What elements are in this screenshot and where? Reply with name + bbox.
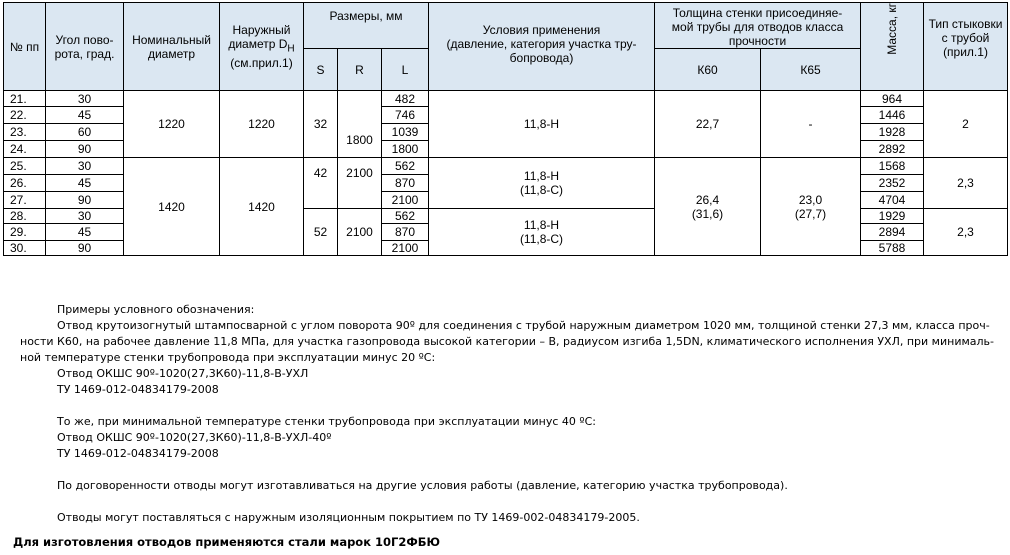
conditions: 11,8-Н (11,8-С) (429, 209, 655, 256)
row-angle: 30 (46, 158, 124, 175)
row-angle: 90 (46, 141, 124, 158)
header-k65: К65 (761, 49, 861, 91)
example-1-designation: Отвод ОКШС 90º-1020(27,3К60)-11,8-В-УХЛ (57, 367, 309, 380)
notes-title: Примеры условного обозначения: (57, 303, 255, 316)
header-mass: Масса, кг (861, 3, 924, 91)
row-num: 22. (4, 107, 46, 124)
example-1-line-3: ной температуре стенки трубопровода при эксплуатации минус 20 ºС: (20, 351, 436, 364)
example-1-line-1: Отвод крутоизогнутый штампосварной с углом поворота 90º для соединения с трубой наружным диаметром 1020 мм, толщиной стенки 27,3 мм, класса проч- (57, 319, 990, 332)
row-l: 746 (382, 107, 429, 124)
example-1-line-2: ности К60, на рабочее давление 11,8 МПа, для участка газопровода высокой категории – В, радиусом изгиба 1,5DN, климатического исполнения УХЛ, при минималь- (20, 335, 994, 348)
row-num: 24. (4, 141, 46, 158)
example-2-spec: ТУ 1469-012-04834179-2008 (57, 447, 219, 460)
row-num: 21. (4, 91, 46, 107)
size-r: 2100 (338, 209, 382, 256)
size-r: 2100 (338, 158, 382, 209)
size-s: 42 (304, 158, 338, 209)
row-l: 562 (382, 209, 429, 224)
header-angle: Угол пово- рота, град. (46, 3, 124, 91)
row-num: 23. (4, 124, 46, 141)
row-mass: 2352 (861, 175, 924, 192)
row-l: 870 (382, 175, 429, 192)
header-l: L (382, 49, 429, 91)
table-header (4, 3, 1008, 91)
row-l: 562 (382, 158, 429, 175)
header-s: S (304, 49, 338, 91)
nominal-diameter: 1420 (124, 158, 220, 256)
row-num: 28. (4, 209, 46, 224)
steel-grades-footer: Для изготовления отводов применяются стали марок 10Г2ФБЮ (13, 535, 441, 549)
conditions: 11,8-Н (429, 91, 655, 158)
row-angle: 45 (46, 175, 124, 192)
row-mass: 964 (861, 91, 924, 107)
nominal-diameter: 1220 (124, 91, 220, 158)
joint-type: 2,3 (924, 209, 1008, 256)
size-s: 32 (304, 91, 338, 158)
header-k60: К60 (655, 49, 761, 91)
note-conditions: По договоренности отводы могут изготавливаться на другие условия работы (давление, категорию участка трубопровода). (57, 479, 788, 492)
conditions: 11,8-Н (11,8-С) (429, 158, 655, 209)
header-joint: Тип стыковки с трубой (прил.1) (924, 3, 1008, 91)
table-body (4, 91, 1008, 256)
header-outer: Наружный диаметр $D_Н$ (см.прил.1) (220, 3, 304, 91)
joint-type: 2,3 (924, 158, 1008, 209)
thickness-k60: 26,4 (31,6) (655, 158, 761, 256)
outer-diameter: 1420 (220, 158, 304, 256)
table-row (4, 158, 1008, 175)
example-1-spec: ТУ 1469-012-04834179-2008 (57, 383, 219, 396)
joint-type: 2 (924, 91, 1008, 158)
header-thickness: Толщина стенки присоединяе- мой трубы для отводов класса прочности (655, 3, 861, 49)
specification-table (3, 2, 1008, 256)
header-conditions: Условия применения (давление, категория участка тру- бопровода) (429, 3, 655, 91)
row-mass: 4704 (861, 192, 924, 209)
thickness-k65: 23,0 (27,7) (761, 158, 861, 256)
row-l: 2100 (382, 192, 429, 209)
note-coating: Отводы могут поставляться с наружным изоляционным покрытием по ТУ 1469-002-04834179-2005. (57, 511, 640, 524)
example-2-line-1: То же, при минимальной температуре стенки трубопровода при эксплуатации минус 40 ºС: (57, 415, 596, 428)
thickness-k60: 22,7 (655, 91, 761, 158)
row-mass: 1928 (861, 124, 924, 141)
row-angle: 30 (46, 209, 124, 224)
row-num: 26. (4, 175, 46, 192)
row-l: 1039 (382, 124, 429, 141)
row-num: 30. (4, 241, 46, 256)
header-nominal: Номинальный диаметр (124, 3, 220, 91)
row-mass: 1446 (861, 107, 924, 124)
row-l: 482 (382, 91, 429, 107)
row-mass: 1568 (861, 158, 924, 175)
row-mass: 2894 (861, 224, 924, 241)
row-angle: 60 (46, 124, 124, 141)
row-angle: 30 (46, 91, 124, 107)
table-row (4, 91, 1008, 107)
row-l: 2100 (382, 241, 429, 256)
header-r: R (338, 49, 382, 91)
header-num: № пп (4, 3, 46, 91)
row-mass: 5788 (861, 241, 924, 256)
row-mass: 1929 (861, 209, 924, 224)
size-s: 52 (304, 209, 338, 256)
designation-notes (20, 302, 1000, 526)
outer-diameter: 1220 (220, 91, 304, 158)
row-angle: 90 (46, 241, 124, 256)
row-num: 25. (4, 158, 46, 175)
row-num: 29. (4, 224, 46, 241)
row-angle: 45 (46, 107, 124, 124)
row-mass: 2892 (861, 141, 924, 158)
example-2-designation: Отвод ОКШС 90º-1020(27,3К60)-11,8-В-УХЛ-40º (57, 431, 332, 444)
thickness-k65: - (761, 91, 861, 158)
header-sizes: Размеры, мм (304, 3, 429, 49)
row-l: 870 (382, 224, 429, 241)
row-angle: 90 (46, 192, 124, 209)
row-angle: 45 (46, 224, 124, 241)
row-num: 27. (4, 192, 46, 209)
size-r: 1800 (338, 91, 382, 158)
row-l: 1800 (382, 141, 429, 158)
